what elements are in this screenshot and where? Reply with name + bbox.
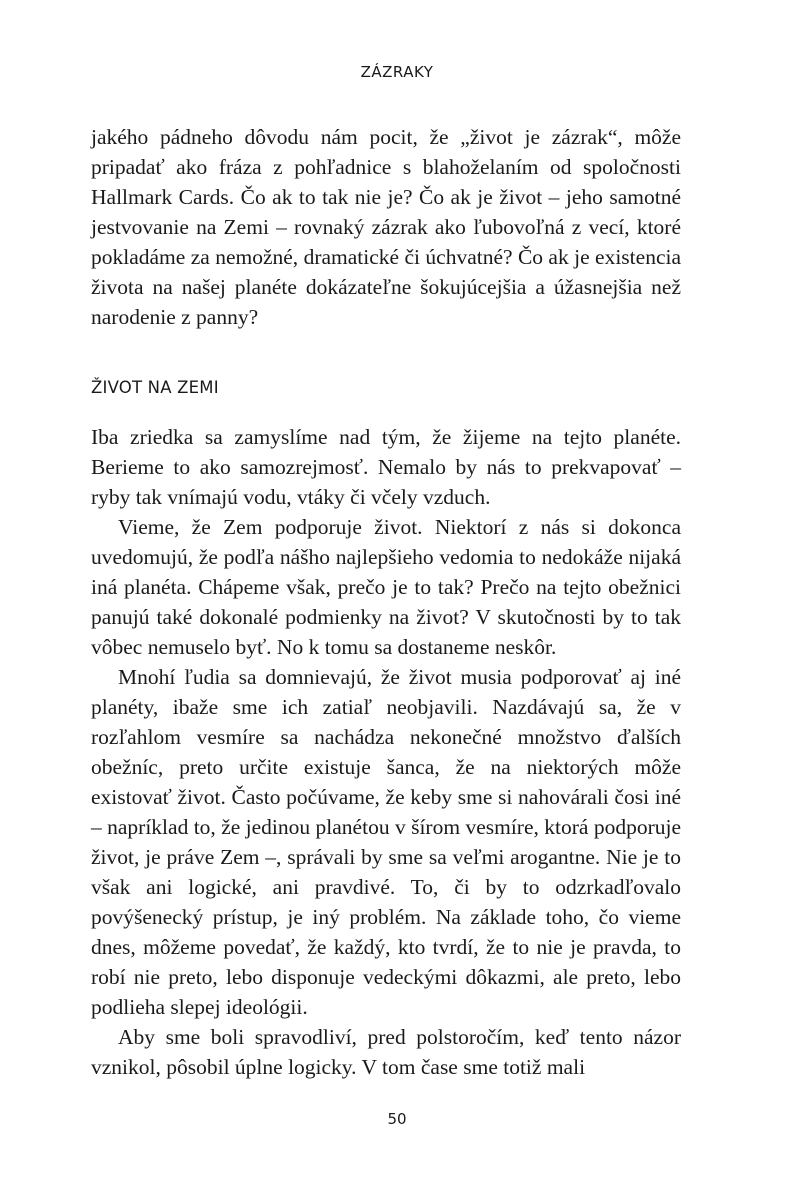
page-number: 50 <box>387 1110 407 1128</box>
intro-text-block <box>91 122 681 332</box>
section-heading: ŽIVOT NA ZEMI <box>91 378 219 397</box>
body-paragraph: Aby sme boli spravodliví, pred polstoročím, keď tento názor vznikol, pôsobil úplne logicky. V tom čase sme totiž mali <box>91 1025 681 1079</box>
body-paragraph: Vieme, že Zem podporuje život. Niektorí z nás si dokonca uvedomujú, že podľa nášho najlepšieho vedomia to nedokáže nijaká iná planéta. Chápeme však, prečo je to tak? Prečo na tejto obežnici panujú také dokonalé podmienky na život? V skutočnosti by to tak vôbec nemuselo byť. No k tomu sa dostaneme neskôr. <box>91 515 681 659</box>
section-text-block <box>91 422 681 1082</box>
intro-paragraph: jakého pádneho dôvodu nám pocit, že „život je zázrak“, môže pripadať ako fráza z pohľadnice s blahoželaním od spoločnosti Hallmark Cards. Čo ak to tak nie je? Čo ak je život – jeho samotné jestvovanie na Zemi – rovnaký zázrak ako ľubovoľná z vecí, ktoré pokladáme za nemožné, dramatické či úchvatné? Čo ak je existencia života na našej planéte dokázateľne šokujúcejšia a úžasnejšia než narodenie z panny? <box>91 125 681 329</box>
body-paragraph: Iba zriedka sa zamyslíme nad tým, že žijeme na tejto planéte. Berieme to ako samozrejmosť. Nemalo by nás to prekvapovať – ryby tak vnímajú vodu, vtáky či včely vzduch. <box>91 425 681 509</box>
running-head: ZÁZRAKY <box>360 63 434 81</box>
body-paragraph: Mnohí ľudia sa domnievajú, že život musia podporovať aj iné planéty, ibaže sme ich zatiaľ neobjavili. Nazdávajú sa, že v rozľahlom vesmíre sa nachádza nekonečné množstvo ďalších obežníc, preto určite existuje šanca, že na niektorých môže existovať život. Často počúvame, že keby sme si nahovárali čosi iné – napríklad to, že jedinou planétou v šírom vesmíre, ktorá podporuje život, je práve Zem –, správali by sme sa veľmi arogantne. Nie je to však ani logické, ani pravdivé. To, či by to odzrkadľovalo povýšenecký prístup, je iný problém. Na základe toho, čo vieme dnes, môžeme povedať, že každý, kto tvrdí, že to nie je pravda, to robí nie preto, lebo disponuje vedeckými dôkazmi, ale preto, lebo podlieha slepej ideológii. <box>91 665 681 1019</box>
